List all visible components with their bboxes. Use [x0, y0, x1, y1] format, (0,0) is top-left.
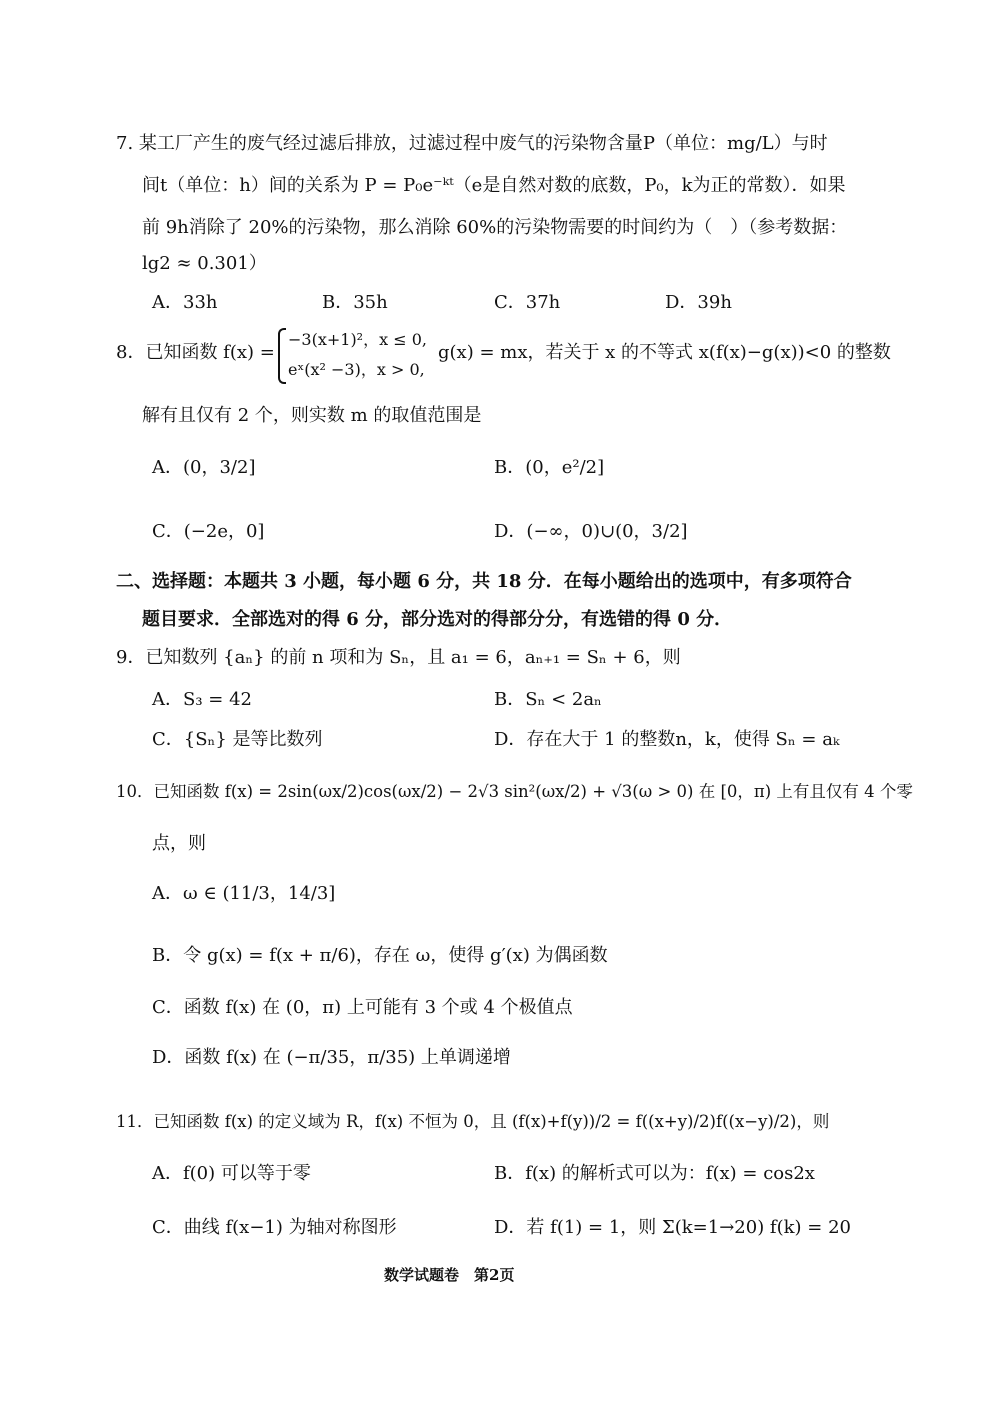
q10-option-b: B．令 g(x) = f(x + π/6)，存在 ω，使得 g′(x) 为偶函数: [152, 945, 608, 966]
q10-line-2: 点，则: [152, 833, 206, 854]
section-2-line-2: 题目要求．全部选对的得 6 分，部分选对的得部分分，有选错的得 0 分．: [142, 609, 733, 630]
q8-case-2: eˣ(x² −3)，x > 0,: [288, 360, 425, 379]
q8-option-c: C．(−2e，0]: [152, 521, 265, 542]
q8-option-a: A．(0，3/2]: [152, 457, 256, 478]
page-footer: 数学试题卷 第2页: [384, 1266, 515, 1284]
q9-option-d: D．存在大于 1 的整数n，k，使得 Sₙ = aₖ: [494, 729, 840, 750]
q8-option-d: D．(−∞，0)∪(0，3/2]: [494, 521, 688, 542]
q11-option-d: D．若 f(1) = 1，则 Σ(k=1→20) f(k) = 20: [494, 1217, 851, 1238]
q7-line-3: 前 9h消除了 20%的污染物，那么消除 60%的污染物需要的时间约为（ ）（参考数据：: [142, 217, 848, 238]
q9-option-c: C．{Sₙ} 是等比数列: [152, 729, 323, 750]
q7-line-2: 间t（单位：h）间的关系为 P = P₀e⁻ᵏᵗ（e是自然对数的底数，P₀，k为正的常数）．如果: [142, 175, 846, 196]
q8-case-1: −3(x+1)²，x ≤ 0,: [288, 330, 427, 349]
q7-line-1: 7. 某工厂产生的废气经过滤后排放，过滤过程中废气的污染物含量P（单位：mg/L）与时: [116, 133, 828, 154]
q7-line-4: lg2 ≈ 0.301）: [142, 253, 267, 274]
q10-option-a: A．ω ∈ (11/3，14/3]: [152, 883, 336, 904]
q11-option-b: B．f(x) 的解析式可以为：f(x) = cos2x: [494, 1163, 815, 1184]
q9-option-a: A．S₃ = 42: [152, 689, 252, 710]
q7-option-d: D．39h: [665, 292, 732, 313]
q10-option-d: D．函数 f(x) 在 (−π/35，π/35) 上单调递增: [152, 1047, 511, 1068]
q11-line-1: 11．已知函数 f(x) 的定义域为 R，f(x) 不恒为 0，且 (f(x)+f(y))/2 = f((x+y)/2)f((x−y)/2)，则: [116, 1112, 830, 1131]
q11-option-a: A．f(0) 可以等于零: [152, 1163, 311, 1184]
q9-option-b: B．Sₙ < 2aₙ: [494, 689, 602, 710]
q7-option-a: A．33h: [152, 292, 218, 313]
section-2-line-1: 二、选择题：本题共 3 小题，每小题 6 分，共 18 分．在每小题给出的选项中，有多项符合: [116, 571, 852, 592]
q11-option-c: C．曲线 f(x−1) 为轴对称图形: [152, 1217, 397, 1238]
piecewise-brace: [278, 328, 286, 384]
q7-option-b: B．35h: [322, 292, 388, 313]
q7-option-c: C．37h: [494, 292, 561, 313]
q8-line-1-end: g(x) = mx，若关于 x 的不等式 x(f(x)−g(x))<0 的整数: [438, 342, 891, 363]
q8-line-1-start: 8．已知函数 f(x) =: [116, 342, 275, 363]
q10-line-1: 10．已知函数 f(x) = 2sin(ωx/2)cos(ωx/2) − 2√3 sin²(ωx/2) + √3(ω > 0) 在 [0，π) 上有且仅有 4 个零: [116, 782, 913, 801]
q8-line-2: 解有且仅有 2 个，则实数 m 的取值范围是: [142, 405, 482, 426]
q10-option-c: C．函数 f(x) 在 (0，π) 上可能有 3 个或 4 个极值点: [152, 997, 573, 1018]
q8-option-b: B．(0，e²/2]: [494, 457, 605, 478]
q9-line-1: 9．已知数列 {aₙ} 的前 n 项和为 Sₙ，且 a₁ = 6，aₙ₊₁ = Sₙ + 6，则: [116, 647, 681, 668]
